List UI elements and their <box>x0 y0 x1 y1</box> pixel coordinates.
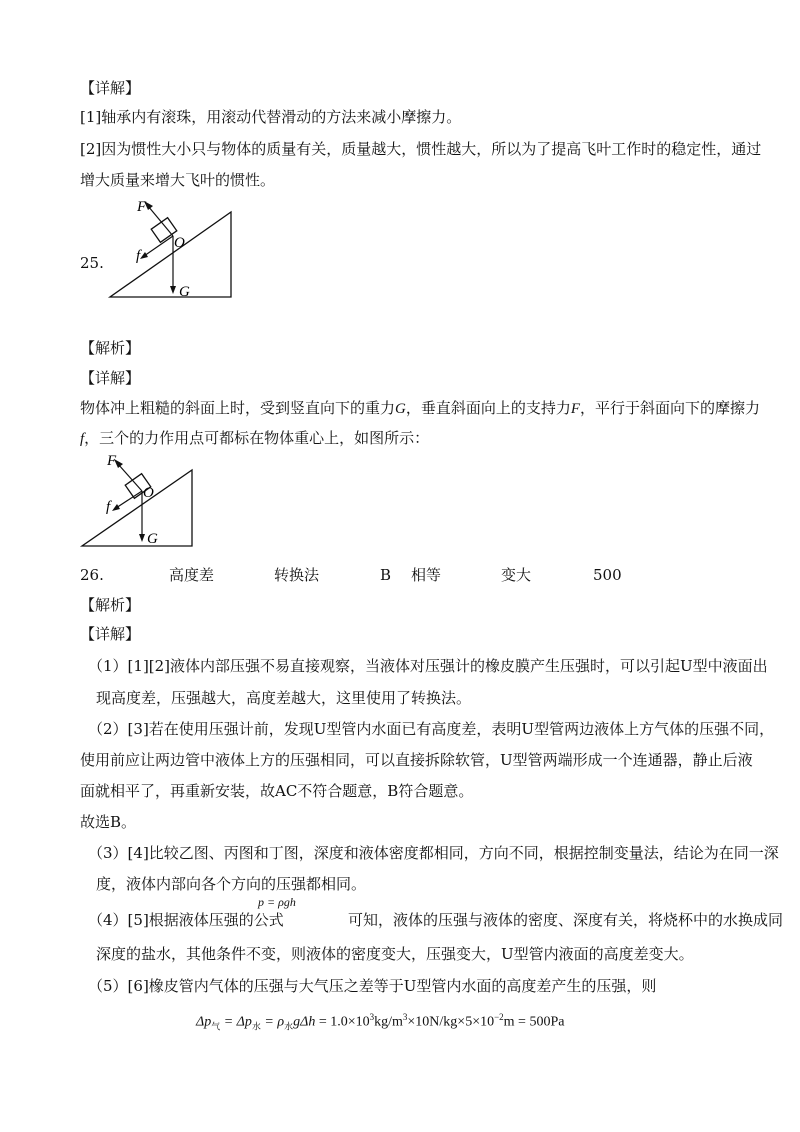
symbol-G: G <box>395 401 406 417</box>
detail-line: [2]因为惯性大小只与物体的质量有关，质量越大，惯性越大，所以为了提高飞叶工作时的稳定性，通过 <box>80 140 762 158</box>
label-G: G <box>179 284 190 300</box>
arrow-G <box>170 286 176 294</box>
label-O: O <box>143 485 154 501</box>
symbol-f: f <box>80 431 85 447</box>
q26-p5-line: （5）[6]橡皮管内气体的压强与大气压之差等于U型管内水面的高度差产生的压强，则 <box>88 977 657 995</box>
answer-4: 相等 <box>411 566 442 584</box>
detail-heading-26: 【详解】 <box>80 625 141 643</box>
q26-p2-line: 面就相平了，再重新安装，故AC不符合题意，B符合题意。 <box>80 782 474 800</box>
q25-paragraph-line <box>80 428 429 449</box>
answer-3: B <box>380 566 392 584</box>
q26-p2-line: 使用前应让两边管中液体上方的压强相同，可以直接拆除软管，U型管两端形成一个连通器，静止后液 <box>80 751 753 769</box>
inline-formula-p-rho-g-h: p = ρgh <box>258 895 296 909</box>
label-f: f <box>136 248 141 264</box>
label-F: F <box>137 199 147 215</box>
q26-answer-row <box>80 565 640 585</box>
q26-p3-line: 度，液体内部向各个方向的压强都相同。 <box>96 875 367 893</box>
q26-p2-line: 故选B。 <box>80 813 137 831</box>
q25-paragraph-line <box>80 398 760 419</box>
detail-heading-1: 【详解】 <box>80 79 141 97</box>
question-number-25: 25. <box>80 254 104 272</box>
answer-5: 变大 <box>501 566 532 584</box>
arrow-G <box>139 534 145 542</box>
analysis-heading-25: 【解析】 <box>80 339 141 357</box>
text: ，三个的力作用点可都标在物体重心上，如图所示： <box>84 429 430 447</box>
arrow-f <box>140 252 148 259</box>
label-f: f <box>106 499 111 515</box>
answer-2: 转换法 <box>274 566 320 584</box>
arrow-f <box>112 504 120 511</box>
answer-1: 高度差 <box>169 566 215 584</box>
q26-p4-line: 深度的盐水，其他条件不变，则液体的密度变大，压强变大，U型管内液面的高度差变大。 <box>96 945 694 963</box>
detail-line: 增大质量来增大飞叶的惯性。 <box>80 171 276 189</box>
q26-p3-line: （3）[4]比较乙图、丙图和丁图，深度和液体密度都相同，方向不同，根据控制变量法，结论为在同一深 <box>88 844 779 862</box>
label-F: F <box>107 453 117 469</box>
detail-heading-25: 【详解】 <box>80 369 141 387</box>
text: ，垂直斜面向上的支持力 <box>405 399 571 417</box>
q26-p1-line: 现高度差，压强越大，高度差越大，这里使用了转换法。 <box>96 689 472 707</box>
incline-triangle <box>82 470 192 546</box>
answer-6: 500 <box>593 566 622 584</box>
q26-p4-line-a: （4）[5]根据液体压强的公式 <box>88 911 284 929</box>
symbol-F: F <box>570 401 581 417</box>
label-O: O <box>174 235 185 251</box>
analysis-heading-26: 【解析】 <box>80 596 141 614</box>
text: 物体冲上粗糙的斜面上时，受到竖直向下的重力 <box>80 399 396 417</box>
force-diagram-1 <box>104 190 244 300</box>
force-diagram-2 <box>78 450 208 550</box>
question-number-26: 26. <box>80 566 104 584</box>
text: ，平行于斜面向下的摩擦力 <box>580 399 761 417</box>
q26-p1-line: （1）[1][2]液体内部压强不易直接观察，当液体对压强计的橡皮膜产生压强时，可以引起U型中液面出 <box>88 657 768 675</box>
detail-line: [1]轴承内有滚珠，用滚动代替滑动的方法来减小摩擦力。 <box>80 108 462 126</box>
q26-p4-line-b: 可知，液体的压强与液体的密度、深度有关，将烧杯中的水换成同 <box>348 911 784 929</box>
q26-p2-line: （2）[3]若在使用压强计前，发现U型管内水面已有高度差，表明U型管两边液体上方气体的压强不同， <box>88 720 775 738</box>
label-G: G <box>147 531 158 547</box>
incline-triangle <box>110 212 231 297</box>
pressure-formula: $\Delta p_气 = \Delta p_水 = \rho_水g\Delta h = 1.0\times 10^3kg/m^3\times 10N/kg\times 5\times 10^{-2}m = 500Pa$ <box>196 1012 565 1032</box>
